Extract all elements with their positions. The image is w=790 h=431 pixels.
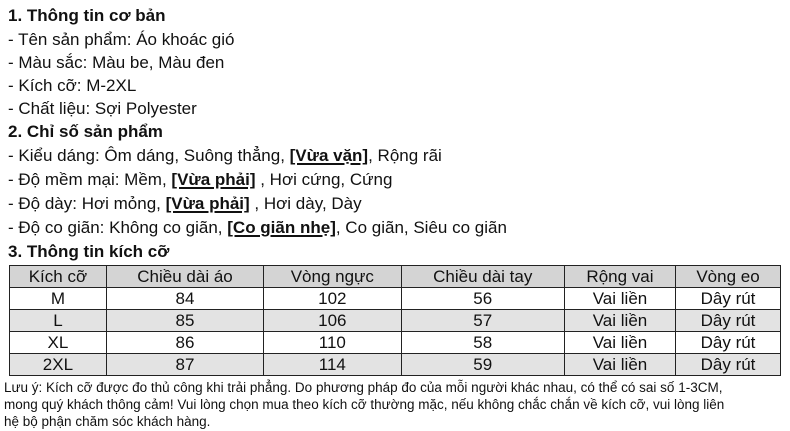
stretch-line bbox=[8, 218, 507, 238]
cell-shoulder: Vai liền bbox=[564, 310, 675, 332]
header-shoulder: Rộng vai bbox=[564, 266, 675, 288]
cell-size: M bbox=[10, 288, 107, 310]
note-line: hệ bộ phận chăm sóc khách hàng. bbox=[4, 414, 211, 429]
header-length: Chiều dài áo bbox=[106, 266, 263, 288]
cell-waist: Dây rút bbox=[676, 310, 781, 332]
size-table-header-row bbox=[10, 266, 781, 288]
cell-length: 86 bbox=[106, 332, 263, 354]
cell-waist: Dây rút bbox=[676, 354, 781, 376]
thickness-line bbox=[8, 194, 362, 214]
cell-sleeve: 58 bbox=[401, 332, 564, 354]
table-row bbox=[10, 354, 781, 376]
fit-line bbox=[8, 146, 442, 166]
cell-sleeve: 56 bbox=[401, 288, 564, 310]
cell-sleeve: 59 bbox=[401, 354, 564, 376]
stretch-options-suffix: , Co giãn, Siêu co giãn bbox=[335, 218, 507, 237]
table-row bbox=[10, 310, 781, 332]
cell-chest: 102 bbox=[264, 288, 401, 310]
size-table bbox=[9, 265, 781, 376]
cell-sleeve: 57 bbox=[401, 310, 564, 332]
stretch-selected: [Co giãn nhẹ] bbox=[227, 218, 336, 237]
color-line: - Màu sắc: Màu be, Màu đen bbox=[8, 53, 225, 72]
header-chest: Vòng ngực bbox=[264, 266, 401, 288]
cell-waist: Dây rút bbox=[676, 288, 781, 310]
cell-length: 84 bbox=[106, 288, 263, 310]
table-row bbox=[10, 288, 781, 310]
measurement-note bbox=[4, 379, 786, 430]
thickness-selected: [Vừa phải] bbox=[165, 194, 250, 213]
product-name-line: - Tên sản phẩm: Áo khoác gió bbox=[8, 30, 235, 49]
size-range-line: - Kích cỡ: M-2XL bbox=[8, 76, 137, 95]
table-row bbox=[10, 332, 781, 354]
thickness-options-suffix: , Hơi dày, Dày bbox=[249, 194, 362, 213]
note-line: Lưu ý: Kích cỡ được đo thủ công khi trải phẳng. Do phương pháp đo của mỗi người khác nhau, có thể có sai số 1-3CM, bbox=[4, 380, 723, 395]
softness-options-prefix: - Độ mềm mại: Mềm, bbox=[8, 170, 172, 189]
cell-chest: 114 bbox=[264, 354, 401, 376]
cell-shoulder: Vai liền bbox=[564, 354, 675, 376]
softness-options-suffix: , Hơi cứng, Cứng bbox=[255, 170, 393, 189]
fit-selected: [Vừa vặn] bbox=[289, 146, 369, 165]
cell-shoulder: Vai liền bbox=[564, 332, 675, 354]
cell-length: 85 bbox=[106, 310, 263, 332]
cell-shoulder: Vai liền bbox=[564, 288, 675, 310]
header-sleeve: Chiều dài tay bbox=[401, 266, 564, 288]
softness-line bbox=[8, 170, 392, 190]
note-line: mong quý khách thông cảm! Vui lòng chọn mua theo kích cỡ thường mặc, nếu không chắc chắn về kích cỡ, vui lòng liên bbox=[4, 397, 725, 412]
thickness-options-prefix: - Độ dày: Hơi mỏng, bbox=[8, 194, 166, 213]
cell-waist: Dây rút bbox=[676, 332, 781, 354]
cell-length: 87 bbox=[106, 354, 263, 376]
fit-options-suffix: , Rộng rãi bbox=[368, 146, 442, 165]
section-2-heading: 2. Chỉ số sản phẩm bbox=[8, 122, 163, 141]
header-size: Kích cỡ bbox=[10, 266, 107, 288]
stretch-options-prefix: - Độ co giãn: Không co giãn, bbox=[8, 218, 228, 237]
cell-size: L bbox=[10, 310, 107, 332]
section-3-heading: 3. Thông tin kích cỡ bbox=[8, 242, 170, 261]
cell-size: XL bbox=[10, 332, 107, 354]
cell-chest: 106 bbox=[264, 310, 401, 332]
softness-selected: [Vừa phải] bbox=[171, 170, 256, 189]
cell-size: 2XL bbox=[10, 354, 107, 376]
header-waist: Vòng eo bbox=[676, 266, 781, 288]
section-1-heading: 1. Thông tin cơ bản bbox=[8, 6, 166, 25]
fit-options-prefix: - Kiểu dáng: Ôm dáng, Suông thẳng, bbox=[8, 146, 290, 165]
material-line: - Chất liệu: Sợi Polyester bbox=[8, 99, 197, 118]
cell-chest: 110 bbox=[264, 332, 401, 354]
